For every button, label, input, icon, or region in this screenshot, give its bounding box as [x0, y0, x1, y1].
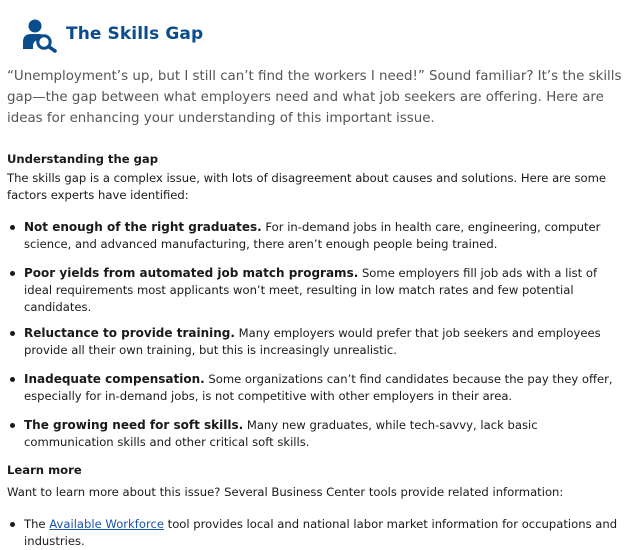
list-item [7, 371, 619, 405]
item-text: For in-demand jobs in health care, engineering, computer science, and advanced manufacturing, there aren’t enough people being trained. [24, 220, 601, 251]
list-item [7, 417, 619, 451]
item-text: Some organizations can’t find candidates because the pay they offer, especially for in-demand jobs, is not competitive with other employers in their area. [24, 372, 613, 403]
available-workforce-link[interactable]: Available Workforce [49, 517, 164, 531]
bullet-icon [10, 225, 15, 230]
magnifier-person-icon [20, 16, 58, 52]
item-text: Many new graduates, while tech-savvy, lack basic communication skills and other critical soft skills. [24, 418, 538, 449]
bullet-icon [10, 423, 15, 428]
list-item [7, 516, 619, 550]
page-header [20, 14, 203, 54]
bullet-icon [10, 377, 15, 382]
item-title: Not enough of the right graduates. [24, 220, 262, 234]
item-suffix: tool provides local and national labor market information for occupations and industries. [24, 517, 618, 548]
learn-more-text: Want to learn more about this issue? Several Business Center tools provide related information: [7, 485, 564, 499]
understanding-text: The skills gap is a complex issue, with lots of disagreement about causes and solutions. Here are some factors experts have identified: [7, 171, 607, 202]
list-item [7, 265, 619, 316]
item-title: Poor yields from automated job match programs. [24, 266, 359, 280]
list-item [7, 325, 619, 359]
page-title: The Skills Gap [66, 24, 204, 44]
item-text: Some employers fill job ads with a list of ideal requirements most applicants won’t meet, resulting in low match rates and few potential candidates. [24, 266, 598, 314]
item-text: Many employers would prefer that job seekers and employees provide all their own training, but this is increasingly unrealistic. [24, 326, 601, 357]
learn-more-heading: Learn more [7, 463, 82, 477]
item-prefix: The [24, 517, 50, 531]
item-title: The growing need for soft skills. [24, 418, 244, 432]
bullet-icon [10, 271, 15, 276]
bullet-icon [10, 331, 15, 336]
list-item [7, 219, 619, 253]
item-title: Inadequate compensation. [24, 372, 205, 386]
bullet-icon [10, 522, 15, 527]
understanding-heading: Understanding the gap [7, 152, 159, 166]
item-title: Reluctance to provide training. [24, 326, 235, 340]
intro-paragraph: “Unemployment’s up, but I still can’t find the workers I need!” Sound familiar? It’s the skills gap—the gap between what employers need and what job seekers are offering. Here are ideas for enhancing your understanding of this important issue. [7, 69, 622, 126]
